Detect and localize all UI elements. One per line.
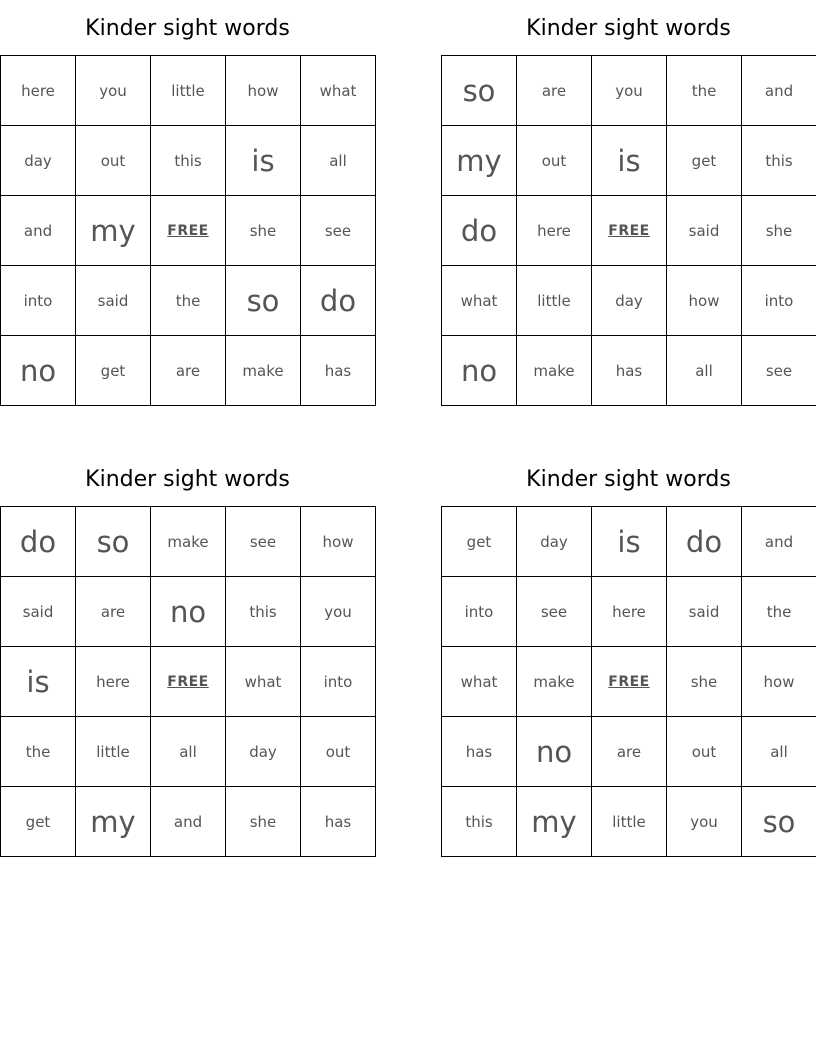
word-cell: and xyxy=(742,507,816,577)
word-cell: you xyxy=(667,787,742,857)
word-cell: day xyxy=(517,507,592,577)
word-grid xyxy=(0,55,376,406)
word-cell: said xyxy=(667,577,742,647)
free-space-cell: FREE xyxy=(592,196,667,266)
word-cell: how xyxy=(667,266,742,336)
word-cell: and xyxy=(742,56,816,126)
word-cell: she xyxy=(226,196,301,266)
word-cell: no xyxy=(1,336,76,406)
word-cell: make xyxy=(517,336,592,406)
word-cell: my xyxy=(76,196,151,266)
word-cell: all xyxy=(151,717,226,787)
card-title: Kinder sight words xyxy=(526,467,731,492)
word-grid xyxy=(0,506,376,857)
word-cell: here xyxy=(1,56,76,126)
bingo-card-1 xyxy=(0,0,375,406)
word-cell: this xyxy=(742,126,816,196)
word-cell: out xyxy=(301,717,376,787)
word-cell: you xyxy=(592,56,667,126)
word-cell: are xyxy=(151,336,226,406)
word-cell: make xyxy=(151,507,226,577)
word-cell: has xyxy=(592,336,667,406)
word-cell: what xyxy=(442,647,517,717)
word-cell: what xyxy=(301,56,376,126)
word-cell: get xyxy=(1,787,76,857)
word-cell: see xyxy=(742,336,816,406)
word-cell: said xyxy=(76,266,151,336)
word-cell: little xyxy=(76,717,151,787)
word-cell: are xyxy=(517,56,592,126)
word-grid xyxy=(441,55,816,406)
word-cell: day xyxy=(592,266,667,336)
word-cell: see xyxy=(517,577,592,647)
word-cell: she xyxy=(742,196,816,266)
word-cell: how xyxy=(226,56,301,126)
card-title: Kinder sight words xyxy=(85,467,290,492)
word-cell: do xyxy=(301,266,376,336)
word-cell: out xyxy=(517,126,592,196)
word-cell: this xyxy=(151,126,226,196)
word-cell: are xyxy=(76,577,151,647)
word-cell: no xyxy=(442,336,517,406)
word-cell: you xyxy=(76,56,151,126)
free-space-cell: FREE xyxy=(151,196,226,266)
word-cell: my xyxy=(442,126,517,196)
word-cell: the xyxy=(667,56,742,126)
word-cell: so xyxy=(76,507,151,577)
free-space-cell: FREE xyxy=(151,647,226,717)
card-title: Kinder sight words xyxy=(526,16,731,41)
word-cell: my xyxy=(76,787,151,857)
word-cell: so xyxy=(742,787,816,857)
word-grid xyxy=(441,506,816,857)
word-cell: is xyxy=(592,507,667,577)
word-cell: here xyxy=(76,647,151,717)
word-cell: get xyxy=(76,336,151,406)
bingo-card-2 xyxy=(441,0,816,406)
word-cell: into xyxy=(442,577,517,647)
word-cell: do xyxy=(1,507,76,577)
word-cell: make xyxy=(226,336,301,406)
word-cell: are xyxy=(592,717,667,787)
word-cell: what xyxy=(226,647,301,717)
word-cell: here xyxy=(592,577,667,647)
word-cell: said xyxy=(1,577,76,647)
word-cell: has xyxy=(442,717,517,787)
word-cell: is xyxy=(592,126,667,196)
word-cell: the xyxy=(742,577,816,647)
word-cell: out xyxy=(667,717,742,787)
word-cell: no xyxy=(517,717,592,787)
word-cell: is xyxy=(1,647,76,717)
word-cell: little xyxy=(151,56,226,126)
word-cell: little xyxy=(592,787,667,857)
word-cell: all xyxy=(301,126,376,196)
word-cell: no xyxy=(151,577,226,647)
word-cell: see xyxy=(301,196,376,266)
word-cell: make xyxy=(517,647,592,717)
word-cell: she xyxy=(667,647,742,717)
card-title: Kinder sight words xyxy=(85,16,290,41)
word-cell: my xyxy=(517,787,592,857)
word-cell: get xyxy=(442,507,517,577)
word-cell: day xyxy=(226,717,301,787)
word-cell: into xyxy=(1,266,76,336)
bingo-card-3 xyxy=(0,451,375,857)
bingo-card-4 xyxy=(441,451,816,857)
word-cell: how xyxy=(301,507,376,577)
free-space-cell: FREE xyxy=(592,647,667,717)
word-cell: day xyxy=(1,126,76,196)
word-cell: she xyxy=(226,787,301,857)
word-cell: has xyxy=(301,336,376,406)
word-cell: and xyxy=(1,196,76,266)
word-cell: how xyxy=(742,647,816,717)
word-cell: so xyxy=(226,266,301,336)
word-cell: the xyxy=(1,717,76,787)
word-cell: here xyxy=(517,196,592,266)
word-cell: this xyxy=(226,577,301,647)
word-cell: so xyxy=(442,56,517,126)
word-cell: into xyxy=(742,266,816,336)
word-cell: do xyxy=(442,196,517,266)
word-cell: what xyxy=(442,266,517,336)
word-cell: little xyxy=(517,266,592,336)
word-cell: has xyxy=(301,787,376,857)
word-cell: all xyxy=(667,336,742,406)
word-cell: all xyxy=(742,717,816,787)
word-cell: this xyxy=(442,787,517,857)
word-cell: you xyxy=(301,577,376,647)
word-cell: out xyxy=(76,126,151,196)
word-cell: the xyxy=(151,266,226,336)
word-cell: said xyxy=(667,196,742,266)
word-cell: see xyxy=(226,507,301,577)
word-cell: get xyxy=(667,126,742,196)
word-cell: do xyxy=(667,507,742,577)
word-cell: is xyxy=(226,126,301,196)
word-cell: and xyxy=(151,787,226,857)
word-cell: into xyxy=(301,647,376,717)
